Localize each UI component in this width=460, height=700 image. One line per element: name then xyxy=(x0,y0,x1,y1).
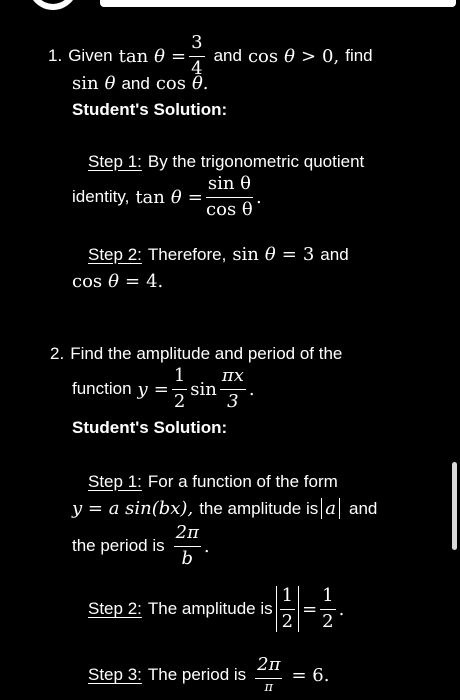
p1-theta: θ xyxy=(154,45,166,67)
p1-solution-label: Student's Solution: xyxy=(72,100,228,119)
p1-given-text: Given xyxy=(68,46,113,66)
p1-quotient-fraction: $\frac{\text{sin θ}}{\text{cos θ}}$ xyxy=(206,173,253,220)
p1-step1-line2: identity, tan θ = $\frac{\text{sin θ}}{\text{cos θ}}$ . xyxy=(72,173,262,220)
p2-abs-half: $\frac{1}{2}$ xyxy=(276,586,299,632)
p2-half-fraction: $\frac{1}{2}$ xyxy=(173,365,186,412)
p1-gt: > xyxy=(300,45,317,67)
p2-step2-line: Step 2: The amplitude is $\frac{1}{2}$ = $\frac{1}{2}$ . xyxy=(88,585,345,632)
p1-question-line2: sin θ and cos θ. xyxy=(72,73,209,94)
p2-step1-line2: y = a sin(bx), the amplitude is a and xyxy=(72,498,378,519)
p2-abs-a: a xyxy=(321,498,340,519)
p1-cos: cos xyxy=(247,45,279,67)
p1-tan-fraction: $\frac{3}{4}$ xyxy=(191,32,203,79)
p1-zero: 0, xyxy=(322,45,340,67)
p2-step3-line: Step 3: The period is $\frac{2\pi}{\pi}$ = 6. xyxy=(88,654,330,695)
p2-question-line1: 2. Find the amplitude and period of the xyxy=(50,344,343,363)
p2-step2-label: Step 2: xyxy=(88,599,142,619)
p1-find-text: find xyxy=(345,46,373,66)
p1-step2-line1: Step 2: Therefore, sin θ = 3 and xyxy=(88,244,349,265)
p1-step2-line2: cos θ = 4. xyxy=(72,271,164,292)
p1-and-text: and xyxy=(213,46,242,66)
top-bar-graphic xyxy=(100,0,456,7)
p2-step1-line3: the period is $\frac{2\pi}{b}$ . xyxy=(72,522,210,569)
p2-solution-label: Student's Solution: xyxy=(72,418,228,437)
scrollbar-thumb[interactable] xyxy=(452,462,457,550)
p1-question-line1: 1. Given tan θ = $\frac{3}{4}$ and cos θ > 0, find xyxy=(48,32,373,79)
p1-tan: tan xyxy=(118,45,149,67)
p2-arg-fraction: $\frac{\pi x}{3}$ xyxy=(221,365,244,412)
p2-period-calc-fraction: $\frac{2\pi}{\pi}$ xyxy=(257,654,281,695)
p2-period-fraction: $\frac{2\pi}{b}$ xyxy=(175,522,199,569)
p1-eq: = xyxy=(171,45,187,67)
p2-step1-line1: Step 1: For a function of the form xyxy=(88,472,338,491)
p2-question-line2: function y = $\frac{1}{2}$ sin $\frac{\pi x}{3}$ . xyxy=(72,365,255,412)
p1-number: 1. xyxy=(48,46,63,66)
p2-step1-label: Step 1: xyxy=(88,472,142,491)
p1-step2-label: Step 2: xyxy=(88,244,142,264)
p1-step1-line1: Step 1: By the trigonometric quotient xyxy=(88,152,365,171)
p1-step1-label: Step 1: xyxy=(88,152,142,171)
top-circle-graphic xyxy=(28,0,78,10)
p2-number: 2. xyxy=(50,344,65,363)
p2-step3-label: Step 3: xyxy=(88,665,142,685)
p2-amplitude-result: $\frac{1}{2}$ xyxy=(322,585,334,632)
